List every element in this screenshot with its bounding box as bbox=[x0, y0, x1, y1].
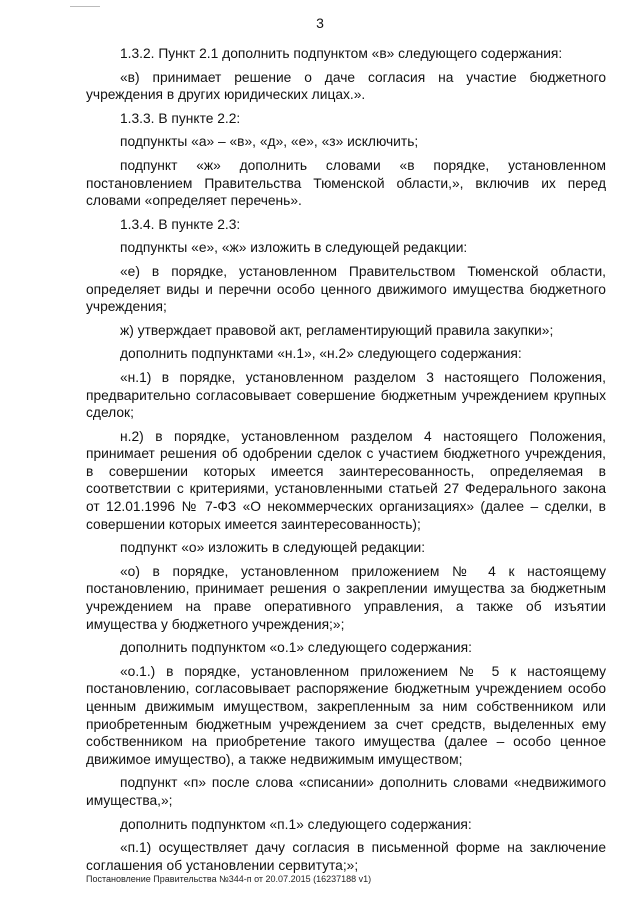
document-body bbox=[86, 45, 606, 880]
document-footer: Постановление Правительства №344-п от 20.07.2015 (16237188 v1) bbox=[86, 874, 372, 884]
paragraph: подпункт «ж» дополнить словами «в порядке, установленном постановлением Правительства Тюменской области,», включив их перед словами «определяет перечень». bbox=[86, 157, 606, 209]
paragraph: «н.1) в порядке, установленном разделом 3 настоящего Положения, предварительно согласовывает совершение бюджетным учреждением крупных сделок; bbox=[86, 369, 606, 421]
paragraph: «о.1.) в порядке, установленном приложением № 5 к настоящему постановлению, согласовывает распоряжение бюджетным учреждением особо ценным движимым имуществом, закрепленным за ним собственником или приобретенным бюджетным учреждением за счет средств, выделенных ему собственником на приобретение такого имущества (далее – особо ценное движимое имущество), а также недвижимым имуществом; bbox=[86, 663, 606, 767]
paragraph: 1.3.4. В пункте 2.3: bbox=[120, 216, 241, 232]
paragraph: дополнить подпунктами «н.1», «н.2» следующего содержания: bbox=[120, 346, 522, 362]
page-number: 3 bbox=[316, 15, 324, 31]
paragraph: «в) принимает решение о даче согласия на участие бюджетного учреждения в других юридических лицах.». bbox=[86, 69, 606, 103]
paragraph: н.2) в порядке, установленном разделом 4 настоящего Положения, принимает решения об одобрении сделок с участием бюджетного учреждения, в совершении которых имеется заинтересованность, определяемая в соответствии с критериями, установленными статьей 27 Федерального закона от 12.01.1996 № 7-ФЗ «О некоммерческих организациях» (далее – сделки, в совершении которых имеется заинтересованность); bbox=[86, 428, 606, 532]
paragraph: подпункт «п» после слова «списании» дополнить словами «недвижимого имущества,»; bbox=[86, 775, 606, 808]
paragraph: ж) утверждает правовой акт, регламентирующий правила закупки»; bbox=[120, 322, 554, 338]
paragraph: подпункт «о» изложить в следующей редакции: bbox=[120, 540, 426, 556]
paragraph: 1.3.2. Пункт 2.1 дополнить подпунктом «в» следующего содержания: bbox=[120, 46, 563, 61]
paragraph: «е) в порядке, установленном Правительством Тюменской области, определяет виды и перечни особо ценного движимого имущества бюджетного учреждения; bbox=[86, 263, 606, 315]
paragraph: «о) в порядке, установленном приложением № 4 к настоящему постановлению, принимает решения о закреплении имущества за бюджетным учреждением на праве оперативного управления, а также об изъятии имущества у бюджетного учреждения;»; bbox=[86, 563, 606, 632]
paragraph: 1.3.3. В пункте 2.2: bbox=[120, 110, 241, 126]
paragraph: «п.1) осуществляет дачу согласия в письменной форме на заключение соглашения об установлении сервитута;»; bbox=[86, 840, 606, 873]
paragraph: подпункты «е», «ж» изложить в следующей редакции: bbox=[120, 240, 468, 256]
paragraph: дополнить подпунктом «о.1» следующего содержания: bbox=[120, 640, 472, 656]
header-rule bbox=[70, 6, 100, 7]
paragraph: подпункты «а» – «в», «д», «е», «з» исключить; bbox=[120, 134, 419, 150]
paragraph: дополнить подпунктом «п.1» следующего содержания: bbox=[120, 816, 472, 832]
